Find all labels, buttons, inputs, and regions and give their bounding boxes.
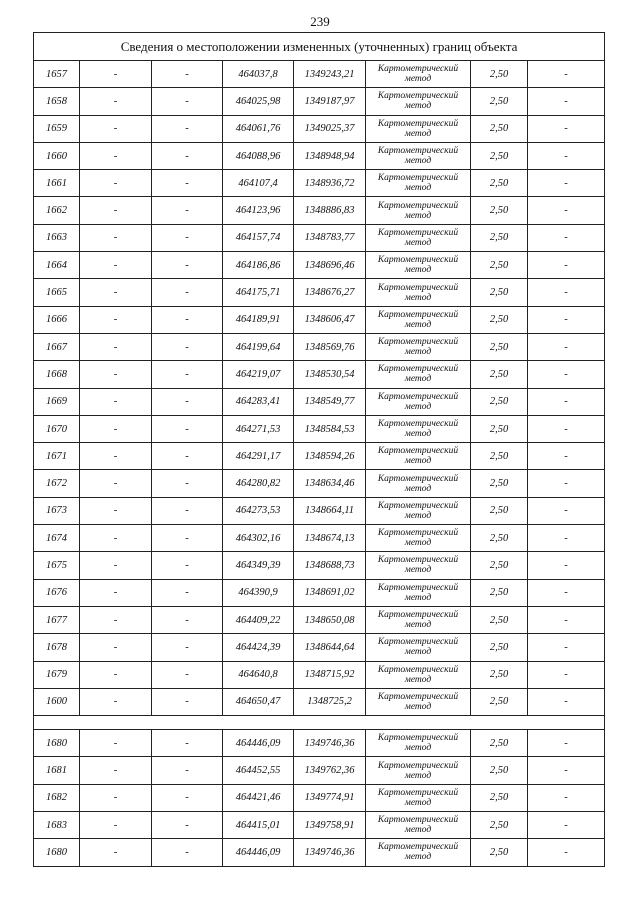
empty-value-cell: - [528, 197, 605, 224]
table-row [34, 812, 605, 839]
table-row [34, 606, 605, 633]
empty-value-cell: - [152, 784, 223, 811]
empty-value-cell: - [528, 170, 605, 197]
method-cell: Картометрический метод [366, 606, 471, 633]
empty-value-cell: - [152, 306, 223, 333]
x-coordinate-cell: 464446,09 [223, 730, 294, 757]
x-coordinate-cell: 464640,8 [223, 661, 294, 688]
empty-value-cell: - [80, 497, 152, 524]
empty-value-cell: - [528, 88, 605, 115]
x-coordinate-cell: 464157,74 [223, 224, 294, 251]
empty-value-cell: - [528, 470, 605, 497]
point-number-cell: 1679 [34, 661, 80, 688]
method-cell: Картометрический метод [366, 730, 471, 757]
method-cell: Картометрический метод [366, 757, 471, 784]
y-coordinate-cell: 1348606,47 [294, 306, 366, 333]
y-coordinate-cell: 1348948,94 [294, 142, 366, 169]
empty-value-cell: - [528, 224, 605, 251]
accuracy-cell: 2,50 [471, 415, 528, 442]
page-number: 239 [310, 14, 330, 29]
table-row [34, 634, 605, 661]
point-number-cell: 1666 [34, 306, 80, 333]
method-cell: Картометрический метод [366, 197, 471, 224]
table-row [34, 784, 605, 811]
method-cell: Картометрический метод [366, 579, 471, 606]
point-number-cell: 1682 [34, 784, 80, 811]
x-coordinate-cell: 464107,4 [223, 170, 294, 197]
x-coordinate-cell: 464446,09 [223, 839, 294, 866]
point-number-cell: 1663 [34, 224, 80, 251]
method-cell: Картометрический метод [366, 634, 471, 661]
table-row [34, 333, 605, 360]
empty-value-cell: - [152, 279, 223, 306]
method-cell: Картометрический метод [366, 812, 471, 839]
table-title-row [34, 33, 605, 61]
accuracy-cell: 2,50 [471, 197, 528, 224]
accuracy-cell: 2,50 [471, 525, 528, 552]
x-coordinate-cell: 464199,64 [223, 333, 294, 360]
empty-value-cell: - [528, 497, 605, 524]
accuracy-cell: 2,50 [471, 839, 528, 866]
empty-value-cell: - [152, 197, 223, 224]
table-row [34, 497, 605, 524]
point-number-cell: 1667 [34, 333, 80, 360]
empty-value-cell: - [528, 634, 605, 661]
y-coordinate-cell: 1348634,46 [294, 470, 366, 497]
point-number-cell: 1665 [34, 279, 80, 306]
point-number-cell: 1668 [34, 361, 80, 388]
method-cell: Картометрический метод [366, 415, 471, 442]
point-number-cell: 1680 [34, 730, 80, 757]
empty-value-cell: - [152, 812, 223, 839]
empty-value-cell: - [152, 61, 223, 88]
point-number-cell: 1671 [34, 443, 80, 470]
empty-value-cell: - [80, 170, 152, 197]
empty-value-cell: - [528, 252, 605, 279]
empty-value-cell: - [80, 415, 152, 442]
table-row [34, 115, 605, 142]
table-row [34, 839, 605, 866]
method-cell: Картометрический метод [366, 252, 471, 279]
accuracy-cell: 2,50 [471, 552, 528, 579]
empty-value-cell: - [80, 443, 152, 470]
point-number-cell: 1672 [34, 470, 80, 497]
y-coordinate-cell: 1349746,36 [294, 839, 366, 866]
y-coordinate-cell: 1348569,76 [294, 333, 366, 360]
point-number-cell: 1664 [34, 252, 80, 279]
table-row [34, 306, 605, 333]
method-cell: Картометрический метод [366, 839, 471, 866]
table-title: Сведения о местоположении измененных (уточненных) границ объекта [34, 33, 605, 61]
empty-value-cell: - [528, 142, 605, 169]
table-row [34, 443, 605, 470]
x-coordinate-cell: 464271,53 [223, 415, 294, 442]
y-coordinate-cell: 1348936,72 [294, 170, 366, 197]
table-row [34, 279, 605, 306]
method-cell: Картометрический метод [366, 61, 471, 88]
empty-value-cell: - [80, 606, 152, 633]
empty-value-cell: - [152, 252, 223, 279]
accuracy-cell: 2,50 [471, 757, 528, 784]
empty-value-cell: - [80, 470, 152, 497]
empty-value-cell: - [528, 61, 605, 88]
method-cell: Картометрический метод [366, 388, 471, 415]
x-coordinate-cell: 464273,53 [223, 497, 294, 524]
accuracy-cell: 2,50 [471, 730, 528, 757]
table-row [34, 661, 605, 688]
empty-value-cell: - [528, 579, 605, 606]
y-coordinate-cell: 1348644,64 [294, 634, 366, 661]
method-cell: Картометрический метод [366, 279, 471, 306]
empty-value-cell: - [80, 812, 152, 839]
accuracy-cell: 2,50 [471, 688, 528, 715]
method-cell: Картометрический метод [366, 688, 471, 715]
empty-value-cell: - [80, 333, 152, 360]
point-number-cell: 1669 [34, 388, 80, 415]
point-number-cell: 1681 [34, 757, 80, 784]
empty-value-cell: - [80, 361, 152, 388]
method-cell: Картометрический метод [366, 497, 471, 524]
empty-value-cell: - [80, 197, 152, 224]
gap-cell [34, 716, 605, 730]
method-cell: Картометрический метод [366, 224, 471, 251]
table-row [34, 224, 605, 251]
empty-value-cell: - [528, 757, 605, 784]
y-coordinate-cell: 1349774,91 [294, 784, 366, 811]
point-number-cell: 1660 [34, 142, 80, 169]
accuracy-cell: 2,50 [471, 784, 528, 811]
empty-value-cell: - [80, 115, 152, 142]
x-coordinate-cell: 464291,17 [223, 443, 294, 470]
empty-value-cell: - [152, 688, 223, 715]
empty-value-cell: - [152, 170, 223, 197]
empty-value-cell: - [80, 61, 152, 88]
x-coordinate-cell: 464302,16 [223, 525, 294, 552]
y-coordinate-cell: 1348584,53 [294, 415, 366, 442]
method-cell: Картометрический метод [366, 525, 471, 552]
y-coordinate-cell: 1349762,36 [294, 757, 366, 784]
y-coordinate-cell: 1349243,21 [294, 61, 366, 88]
empty-value-cell: - [152, 115, 223, 142]
y-coordinate-cell: 1348549,77 [294, 388, 366, 415]
empty-value-cell: - [152, 579, 223, 606]
empty-value-cell: - [528, 606, 605, 633]
accuracy-cell: 2,50 [471, 606, 528, 633]
method-cell: Картометрический метод [366, 306, 471, 333]
x-coordinate-cell: 464409,22 [223, 606, 294, 633]
accuracy-cell: 2,50 [471, 812, 528, 839]
method-cell: Картометрический метод [366, 661, 471, 688]
empty-value-cell: - [528, 443, 605, 470]
accuracy-cell: 2,50 [471, 579, 528, 606]
empty-value-cell: - [528, 730, 605, 757]
point-number-cell: 1670 [34, 415, 80, 442]
accuracy-cell: 2,50 [471, 333, 528, 360]
point-number-cell: 1659 [34, 115, 80, 142]
empty-value-cell: - [152, 661, 223, 688]
empty-value-cell: - [80, 839, 152, 866]
empty-value-cell: - [528, 688, 605, 715]
table-row [34, 525, 605, 552]
method-cell: Картометрический метод [366, 333, 471, 360]
x-coordinate-cell: 464452,55 [223, 757, 294, 784]
table-row [34, 388, 605, 415]
empty-value-cell: - [80, 757, 152, 784]
accuracy-cell: 2,50 [471, 88, 528, 115]
empty-value-cell: - [152, 730, 223, 757]
point-number-cell: 1680 [34, 839, 80, 866]
method-cell: Картометрический метод [366, 361, 471, 388]
y-coordinate-cell: 1349187,97 [294, 88, 366, 115]
method-cell: Картометрический метод [366, 88, 471, 115]
method-cell: Картометрический метод [366, 115, 471, 142]
method-cell: Картометрический метод [366, 170, 471, 197]
y-coordinate-cell: 1348664,11 [294, 497, 366, 524]
point-number-cell: 1677 [34, 606, 80, 633]
method-cell: Картометрический метод [366, 552, 471, 579]
accuracy-cell: 2,50 [471, 252, 528, 279]
empty-value-cell: - [80, 88, 152, 115]
empty-value-cell: - [152, 757, 223, 784]
x-coordinate-cell: 464421,46 [223, 784, 294, 811]
y-coordinate-cell: 1348530,54 [294, 361, 366, 388]
empty-value-cell: - [152, 839, 223, 866]
accuracy-cell: 2,50 [471, 661, 528, 688]
method-cell: Картометрический метод [366, 142, 471, 169]
x-coordinate-cell: 464219,07 [223, 361, 294, 388]
empty-value-cell: - [152, 443, 223, 470]
empty-value-cell: - [152, 552, 223, 579]
table-row [34, 579, 605, 606]
empty-value-cell: - [152, 525, 223, 552]
accuracy-cell: 2,50 [471, 497, 528, 524]
method-cell: Картометрический метод [366, 784, 471, 811]
empty-value-cell: - [528, 552, 605, 579]
empty-value-cell: - [80, 252, 152, 279]
table-row [34, 470, 605, 497]
x-coordinate-cell: 464280,82 [223, 470, 294, 497]
x-coordinate-cell: 464390,9 [223, 579, 294, 606]
accuracy-cell: 2,50 [471, 470, 528, 497]
x-coordinate-cell: 464175,71 [223, 279, 294, 306]
table-row [34, 415, 605, 442]
point-number-cell: 1675 [34, 552, 80, 579]
accuracy-cell: 2,50 [471, 306, 528, 333]
empty-value-cell: - [80, 388, 152, 415]
empty-value-cell: - [152, 497, 223, 524]
x-coordinate-cell: 464424,39 [223, 634, 294, 661]
accuracy-cell: 2,50 [471, 61, 528, 88]
empty-value-cell: - [152, 634, 223, 661]
x-coordinate-cell: 464061,76 [223, 115, 294, 142]
accuracy-cell: 2,50 [471, 443, 528, 470]
empty-value-cell: - [80, 279, 152, 306]
x-coordinate-cell: 464650,47 [223, 688, 294, 715]
accuracy-cell: 2,50 [471, 634, 528, 661]
point-number-cell: 1662 [34, 197, 80, 224]
y-coordinate-cell: 1348691,02 [294, 579, 366, 606]
empty-value-cell: - [152, 333, 223, 360]
x-coordinate-cell: 464415,01 [223, 812, 294, 839]
table-row [34, 88, 605, 115]
empty-value-cell: - [80, 784, 152, 811]
point-number-cell: 1678 [34, 634, 80, 661]
accuracy-cell: 2,50 [471, 142, 528, 169]
accuracy-cell: 2,50 [471, 170, 528, 197]
empty-value-cell: - [80, 579, 152, 606]
empty-value-cell: - [528, 279, 605, 306]
table-row [34, 757, 605, 784]
x-coordinate-cell: 464123,96 [223, 197, 294, 224]
empty-value-cell: - [152, 606, 223, 633]
empty-value-cell: - [528, 839, 605, 866]
y-coordinate-cell: 1348725,2 [294, 688, 366, 715]
accuracy-cell: 2,50 [471, 115, 528, 142]
empty-value-cell: - [152, 224, 223, 251]
y-coordinate-cell: 1349025,37 [294, 115, 366, 142]
empty-value-cell: - [528, 661, 605, 688]
table-row [34, 730, 605, 757]
point-number-cell: 1676 [34, 579, 80, 606]
empty-value-cell: - [528, 306, 605, 333]
point-number-cell: 1657 [34, 61, 80, 88]
method-cell: Картометрический метод [366, 443, 471, 470]
point-number-cell: 1661 [34, 170, 80, 197]
y-coordinate-cell: 1348783,77 [294, 224, 366, 251]
table-row [34, 361, 605, 388]
accuracy-cell: 2,50 [471, 224, 528, 251]
table-row [34, 142, 605, 169]
empty-value-cell: - [528, 812, 605, 839]
x-coordinate-cell: 464088,96 [223, 142, 294, 169]
y-coordinate-cell: 1348696,46 [294, 252, 366, 279]
empty-value-cell: - [528, 415, 605, 442]
y-coordinate-cell: 1348594,26 [294, 443, 366, 470]
table-row [34, 61, 605, 88]
y-coordinate-cell: 1349746,36 [294, 730, 366, 757]
empty-value-cell: - [80, 661, 152, 688]
table-row [34, 197, 605, 224]
empty-value-cell: - [80, 306, 152, 333]
empty-value-cell: - [152, 88, 223, 115]
empty-value-cell: - [152, 142, 223, 169]
method-cell: Картометрический метод [366, 470, 471, 497]
accuracy-cell: 2,50 [471, 279, 528, 306]
y-coordinate-cell: 1348676,27 [294, 279, 366, 306]
empty-value-cell: - [152, 388, 223, 415]
x-coordinate-cell: 464189,91 [223, 306, 294, 333]
empty-value-cell: - [528, 525, 605, 552]
empty-value-cell: - [528, 784, 605, 811]
empty-value-cell: - [80, 552, 152, 579]
empty-value-cell: - [80, 730, 152, 757]
x-coordinate-cell: 464186,86 [223, 252, 294, 279]
x-coordinate-cell: 464283,41 [223, 388, 294, 415]
table-row [34, 252, 605, 279]
empty-value-cell: - [80, 525, 152, 552]
point-number-cell: 1673 [34, 497, 80, 524]
empty-value-cell: - [152, 415, 223, 442]
boundary-coordinates-table [33, 32, 605, 867]
point-number-cell: 1600 [34, 688, 80, 715]
y-coordinate-cell: 1348886,83 [294, 197, 366, 224]
accuracy-cell: 2,50 [471, 388, 528, 415]
y-coordinate-cell: 1348715,92 [294, 661, 366, 688]
x-coordinate-cell: 464025,98 [223, 88, 294, 115]
empty-value-cell: - [80, 224, 152, 251]
point-number-cell: 1658 [34, 88, 80, 115]
y-coordinate-cell: 1348674,13 [294, 525, 366, 552]
x-coordinate-cell: 464349,39 [223, 552, 294, 579]
accuracy-cell: 2,50 [471, 361, 528, 388]
empty-value-cell: - [528, 361, 605, 388]
y-coordinate-cell: 1349758,91 [294, 812, 366, 839]
table-row [34, 552, 605, 579]
empty-value-cell: - [528, 115, 605, 142]
table-gap-row [34, 716, 605, 730]
empty-value-cell: - [528, 333, 605, 360]
empty-value-cell: - [80, 688, 152, 715]
empty-value-cell: - [80, 634, 152, 661]
point-number-cell: 1674 [34, 525, 80, 552]
empty-value-cell: - [152, 470, 223, 497]
empty-value-cell: - [80, 142, 152, 169]
table-row [34, 688, 605, 715]
y-coordinate-cell: 1348688,73 [294, 552, 366, 579]
empty-value-cell: - [152, 361, 223, 388]
x-coordinate-cell: 464037,8 [223, 61, 294, 88]
y-coordinate-cell: 1348650,08 [294, 606, 366, 633]
empty-value-cell: - [528, 388, 605, 415]
point-number-cell: 1683 [34, 812, 80, 839]
table-row [34, 170, 605, 197]
